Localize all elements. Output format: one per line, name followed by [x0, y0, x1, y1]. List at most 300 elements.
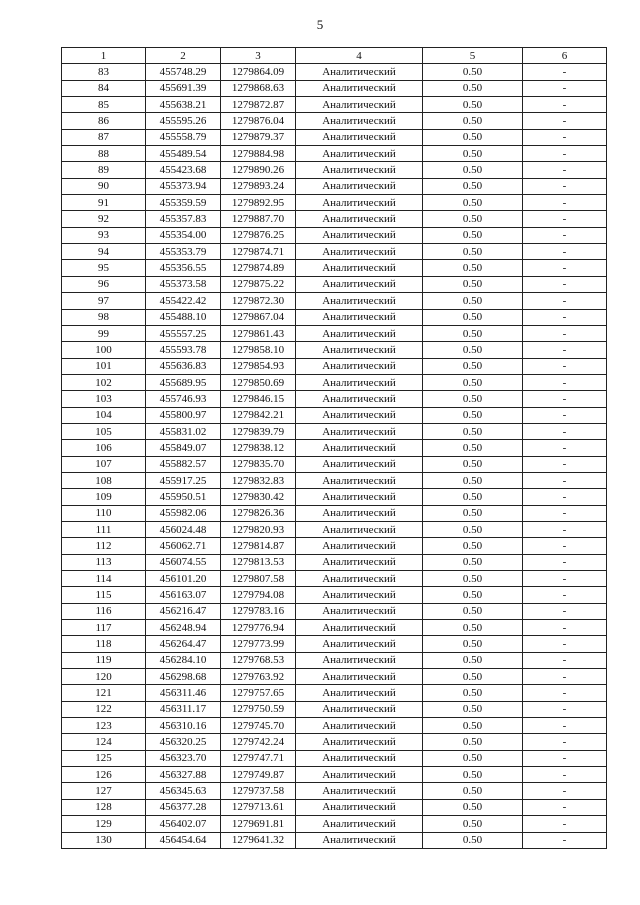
table-cell: Аналитический [296, 342, 423, 358]
table-cell: 0.50 [423, 669, 523, 685]
table-cell: - [523, 636, 607, 652]
table-cell: 115 [62, 587, 146, 603]
table-cell: - [523, 423, 607, 439]
table-header-row [62, 48, 607, 64]
table-cell: Аналитический [296, 129, 423, 145]
table-cell: Аналитический [296, 358, 423, 374]
table-cell: 127 [62, 783, 146, 799]
table-cell: 101 [62, 358, 146, 374]
table-cell: 1279879.37 [221, 129, 296, 145]
table-cell: Аналитический [296, 505, 423, 521]
table-row [62, 80, 607, 96]
table-cell: Аналитический [296, 652, 423, 668]
table-body [62, 64, 607, 849]
table-cell: Аналитический [296, 816, 423, 832]
table-cell: 0.50 [423, 113, 523, 129]
table-row [62, 407, 607, 423]
table-cell: Аналитический [296, 162, 423, 178]
table-cell: Аналитический [296, 178, 423, 194]
table-cell: 455359.59 [146, 195, 221, 211]
table-cell: 97 [62, 293, 146, 309]
table-cell: - [523, 652, 607, 668]
table-row [62, 358, 607, 374]
table-row [62, 472, 607, 488]
table-cell: - [523, 472, 607, 488]
table-cell: 1279893.24 [221, 178, 296, 194]
table-cell: 107 [62, 456, 146, 472]
table-cell: 0.50 [423, 799, 523, 815]
table-cell: 455746.93 [146, 391, 221, 407]
table-cell: 1279846.15 [221, 391, 296, 407]
table-cell: - [523, 456, 607, 472]
table-cell: 96 [62, 276, 146, 292]
table-cell: 84 [62, 80, 146, 96]
table-cell: 456454.64 [146, 832, 221, 848]
table-cell: 1279874.89 [221, 260, 296, 276]
table-cell: Аналитический [296, 620, 423, 636]
table-row [62, 195, 607, 211]
table-cell: 1279850.69 [221, 374, 296, 390]
table-row [62, 734, 607, 750]
table-cell: 0.50 [423, 620, 523, 636]
table-cell: 456311.46 [146, 685, 221, 701]
table-cell: Аналитический [296, 113, 423, 129]
table-cell: Аналитический [296, 701, 423, 717]
table-cell: Аналитический [296, 146, 423, 162]
table-cell: 1279884.98 [221, 146, 296, 162]
table-cell: 1279832.83 [221, 472, 296, 488]
table-cell: Аналитический [296, 325, 423, 341]
table-cell: - [523, 358, 607, 374]
table-cell: - [523, 554, 607, 570]
table-cell: - [523, 734, 607, 750]
table-cell: Аналитический [296, 227, 423, 243]
table-cell: 0.50 [423, 195, 523, 211]
table-cell: 0.50 [423, 391, 523, 407]
table-cell: Аналитический [296, 293, 423, 309]
table-row [62, 211, 607, 227]
table-row [62, 113, 607, 129]
table-cell: 0.50 [423, 244, 523, 260]
table-cell: 93 [62, 227, 146, 243]
table-cell: 1279842.21 [221, 407, 296, 423]
table-cell: - [523, 603, 607, 619]
table-cell: 0.50 [423, 309, 523, 325]
table-cell: 455689.95 [146, 374, 221, 390]
table-cell: 0.50 [423, 685, 523, 701]
table-cell: 128 [62, 799, 146, 815]
table-cell: Аналитический [296, 456, 423, 472]
table-cell: 455950.51 [146, 489, 221, 505]
table-cell: 86 [62, 113, 146, 129]
table-cell: 0.50 [423, 456, 523, 472]
table-cell: Аналитический [296, 554, 423, 570]
column-header: 4 [296, 48, 423, 64]
table-cell: 456320.25 [146, 734, 221, 750]
table-cell: 455849.07 [146, 440, 221, 456]
table-cell: 0.50 [423, 718, 523, 734]
column-header: 5 [423, 48, 523, 64]
table-cell: - [523, 211, 607, 227]
table-cell: Аналитический [296, 472, 423, 488]
table-row [62, 178, 607, 194]
table-cell: - [523, 391, 607, 407]
table-cell: - [523, 407, 607, 423]
table-cell: 0.50 [423, 767, 523, 783]
table-cell: 92 [62, 211, 146, 227]
table-cell: 1279807.58 [221, 571, 296, 587]
table-cell: 456311.17 [146, 701, 221, 717]
table-cell: 1279838.12 [221, 440, 296, 456]
page-number: 5 [316, 17, 324, 32]
table-cell: - [523, 162, 607, 178]
table-cell: 456284.10 [146, 652, 221, 668]
table-cell: 120 [62, 669, 146, 685]
table-cell: 103 [62, 391, 146, 407]
table-cell: Аналитический [296, 309, 423, 325]
table-row [62, 750, 607, 766]
table-cell: 456323.70 [146, 750, 221, 766]
table-row [62, 620, 607, 636]
table-cell: 0.50 [423, 783, 523, 799]
table-cell: 456248.94 [146, 620, 221, 636]
table-cell: 455800.97 [146, 407, 221, 423]
table-cell: 0.50 [423, 407, 523, 423]
table-cell: 1279868.63 [221, 80, 296, 96]
table-cell: Аналитический [296, 211, 423, 227]
table-cell: 1279794.08 [221, 587, 296, 603]
table-cell: 456062.71 [146, 538, 221, 554]
table-cell: 1279892.95 [221, 195, 296, 211]
table-cell: 1279887.70 [221, 211, 296, 227]
table-cell: 91 [62, 195, 146, 211]
table-cell: 455558.79 [146, 129, 221, 145]
table-cell: - [523, 750, 607, 766]
table-cell: - [523, 195, 607, 211]
table-row [62, 538, 607, 554]
table-cell: 0.50 [423, 293, 523, 309]
table-cell: 122 [62, 701, 146, 717]
table-row [62, 260, 607, 276]
table-cell: Аналитический [296, 783, 423, 799]
table-cell: Аналитический [296, 440, 423, 456]
table-cell: 0.50 [423, 211, 523, 227]
table-cell: Аналитический [296, 407, 423, 423]
table-cell: 455356.55 [146, 260, 221, 276]
table-cell: - [523, 799, 607, 815]
table-row [62, 685, 607, 701]
table-cell: 123 [62, 718, 146, 734]
table-cell: Аналитический [296, 244, 423, 260]
column-header: 2 [146, 48, 221, 64]
table-cell: - [523, 571, 607, 587]
table-cell: 1279872.30 [221, 293, 296, 309]
table-cell: 1279813.53 [221, 554, 296, 570]
table-cell: 1279745.70 [221, 718, 296, 734]
table-cell: 0.50 [423, 146, 523, 162]
table-cell: 455748.29 [146, 64, 221, 80]
table-row [62, 97, 607, 113]
table-cell: 88 [62, 146, 146, 162]
table-cell: 1279737.58 [221, 783, 296, 799]
table-cell: 0.50 [423, 260, 523, 276]
table-row [62, 799, 607, 815]
table-cell: 455423.68 [146, 162, 221, 178]
table-cell: 0.50 [423, 603, 523, 619]
table-cell: - [523, 587, 607, 603]
table-cell: 455373.94 [146, 178, 221, 194]
table-cell: - [523, 64, 607, 80]
table-cell: - [523, 489, 607, 505]
table-row [62, 456, 607, 472]
table-cell: 1279864.09 [221, 64, 296, 80]
table-cell: Аналитический [296, 97, 423, 113]
table-cell: 0.50 [423, 129, 523, 145]
table-row [62, 440, 607, 456]
table-cell: Аналитический [296, 64, 423, 80]
table-cell: 94 [62, 244, 146, 260]
table-cell: 106 [62, 440, 146, 456]
table-cell: 0.50 [423, 505, 523, 521]
table-cell: 111 [62, 521, 146, 537]
table-cell: 455638.21 [146, 97, 221, 113]
table-cell: 99 [62, 325, 146, 341]
table-cell: 1279839.79 [221, 423, 296, 439]
table-cell: 456327.88 [146, 767, 221, 783]
table-row [62, 816, 607, 832]
table-cell: 108 [62, 472, 146, 488]
table-cell: 1279713.61 [221, 799, 296, 815]
table-cell: Аналитический [296, 391, 423, 407]
table-cell: 87 [62, 129, 146, 145]
table-row [62, 325, 607, 341]
table-cell: Аналитический [296, 734, 423, 750]
table-row [62, 489, 607, 505]
table-cell: - [523, 325, 607, 341]
table-cell: 0.50 [423, 538, 523, 554]
table-cell: - [523, 129, 607, 145]
table-cell: 0.50 [423, 636, 523, 652]
table-cell: 1279867.04 [221, 309, 296, 325]
table-cell: Аналитический [296, 685, 423, 701]
table-cell: - [523, 521, 607, 537]
column-header: 3 [221, 48, 296, 64]
table-row [62, 652, 607, 668]
table-cell: 100 [62, 342, 146, 358]
table-cell: 0.50 [423, 227, 523, 243]
table-cell: 456345.63 [146, 783, 221, 799]
table-cell: 1279641.32 [221, 832, 296, 848]
table-cell: - [523, 293, 607, 309]
table-cell: Аналитический [296, 80, 423, 96]
table-cell: Аналитический [296, 799, 423, 815]
table-cell: Аналитический [296, 587, 423, 603]
table-row [62, 571, 607, 587]
table-cell: 1279876.04 [221, 113, 296, 129]
column-header: 1 [62, 48, 146, 64]
table-row [62, 636, 607, 652]
table-cell: 85 [62, 97, 146, 113]
table-cell: 0.50 [423, 816, 523, 832]
table-cell: 95 [62, 260, 146, 276]
table-cell: - [523, 80, 607, 96]
table-cell: 1279854.93 [221, 358, 296, 374]
table-cell: - [523, 620, 607, 636]
table-cell: 456377.28 [146, 799, 221, 815]
table-cell: 110 [62, 505, 146, 521]
table-cell: 455373.58 [146, 276, 221, 292]
table-cell: 1279691.81 [221, 816, 296, 832]
table-cell: Аналитический [296, 538, 423, 554]
table-cell: 1279876.25 [221, 227, 296, 243]
table-cell: 1279783.16 [221, 603, 296, 619]
table-cell: Аналитический [296, 669, 423, 685]
table-row [62, 669, 607, 685]
table-cell: 0.50 [423, 358, 523, 374]
table-cell: 455882.57 [146, 456, 221, 472]
table-row [62, 129, 607, 145]
table-cell: Аналитический [296, 521, 423, 537]
table-cell: - [523, 832, 607, 848]
table-row [62, 146, 607, 162]
table-row [62, 293, 607, 309]
table-row [62, 374, 607, 390]
table-cell: 0.50 [423, 734, 523, 750]
table-cell: - [523, 276, 607, 292]
table-cell: Аналитический [296, 276, 423, 292]
table-cell: 0.50 [423, 489, 523, 505]
table-cell: 0.50 [423, 325, 523, 341]
table-cell: 1279861.43 [221, 325, 296, 341]
table-cell: 112 [62, 538, 146, 554]
table-cell: - [523, 718, 607, 734]
table-row [62, 505, 607, 521]
table-cell: 105 [62, 423, 146, 439]
table-cell: 456310.16 [146, 718, 221, 734]
table-cell: Аналитический [296, 636, 423, 652]
table-cell: 114 [62, 571, 146, 587]
table-cell: 455357.83 [146, 211, 221, 227]
table-cell: 0.50 [423, 587, 523, 603]
table-cell: 0.50 [423, 178, 523, 194]
table-cell: - [523, 440, 607, 456]
table-cell: 0.50 [423, 342, 523, 358]
table-cell: 455354.00 [146, 227, 221, 243]
table-cell: 0.50 [423, 64, 523, 80]
table-cell: 455917.25 [146, 472, 221, 488]
table-cell: - [523, 685, 607, 701]
table-cell: - [523, 309, 607, 325]
table-cell: 126 [62, 767, 146, 783]
table-cell: 116 [62, 603, 146, 619]
table-row [62, 244, 607, 260]
table-row [62, 64, 607, 80]
table-row [62, 391, 607, 407]
table-cell: 89 [62, 162, 146, 178]
column-header: 6 [523, 48, 607, 64]
table-cell: 455831.02 [146, 423, 221, 439]
table-cell: 455488.10 [146, 309, 221, 325]
table-cell: 0.50 [423, 554, 523, 570]
table-cell: 1279763.92 [221, 669, 296, 685]
table-cell: - [523, 505, 607, 521]
table-cell: - [523, 767, 607, 783]
table-cell: 455557.25 [146, 325, 221, 341]
table-row [62, 342, 607, 358]
table-row [62, 521, 607, 537]
table-cell: 0.50 [423, 440, 523, 456]
table-cell: 455982.06 [146, 505, 221, 521]
table-cell: 0.50 [423, 652, 523, 668]
table-cell: 1279835.70 [221, 456, 296, 472]
table-cell: 0.50 [423, 571, 523, 587]
table-cell: Аналитический [296, 571, 423, 587]
table-cell: Аналитический [296, 767, 423, 783]
table-cell: 1279750.59 [221, 701, 296, 717]
table-row [62, 162, 607, 178]
table-cell: 1279768.53 [221, 652, 296, 668]
table-cell: 1279874.71 [221, 244, 296, 260]
table-cell: 455691.39 [146, 80, 221, 96]
table-cell: Аналитический [296, 260, 423, 276]
table-cell: 456101.20 [146, 571, 221, 587]
table-cell: - [523, 701, 607, 717]
table-cell: - [523, 113, 607, 129]
table-cell: 456163.07 [146, 587, 221, 603]
table-cell: - [523, 783, 607, 799]
table-cell: 0.50 [423, 162, 523, 178]
table-row [62, 276, 607, 292]
table-cell: 90 [62, 178, 146, 194]
table-cell: 0.50 [423, 472, 523, 488]
table-row [62, 423, 607, 439]
table-cell: 456298.68 [146, 669, 221, 685]
coordinates-table [61, 47, 607, 849]
table-cell: Аналитический [296, 832, 423, 848]
table-cell: - [523, 244, 607, 260]
table-cell: Аналитический [296, 423, 423, 439]
table-cell: 0.50 [423, 423, 523, 439]
table-cell: 455593.78 [146, 342, 221, 358]
table-cell: 455636.83 [146, 358, 221, 374]
table-cell: 1279890.26 [221, 162, 296, 178]
table-cell: Аналитический [296, 718, 423, 734]
table-cell: 124 [62, 734, 146, 750]
table-cell: 1279872.87 [221, 97, 296, 113]
table-cell: Аналитический [296, 195, 423, 211]
table-cell: Аналитический [296, 603, 423, 619]
table-cell: - [523, 260, 607, 276]
table-row [62, 783, 607, 799]
table-cell: - [523, 538, 607, 554]
table-cell: 455422.42 [146, 293, 221, 309]
table-cell: 0.50 [423, 80, 523, 96]
table-cell: 1279826.36 [221, 505, 296, 521]
table-cell: 455489.54 [146, 146, 221, 162]
table-cell: 102 [62, 374, 146, 390]
table-cell: 104 [62, 407, 146, 423]
table-row [62, 767, 607, 783]
table-cell: - [523, 669, 607, 685]
table-cell: 0.50 [423, 276, 523, 292]
table-cell: - [523, 374, 607, 390]
table-cell: - [523, 816, 607, 832]
table-cell: 118 [62, 636, 146, 652]
table-cell: 117 [62, 620, 146, 636]
table-cell: 455353.79 [146, 244, 221, 260]
table-cell: 109 [62, 489, 146, 505]
table-row [62, 701, 607, 717]
